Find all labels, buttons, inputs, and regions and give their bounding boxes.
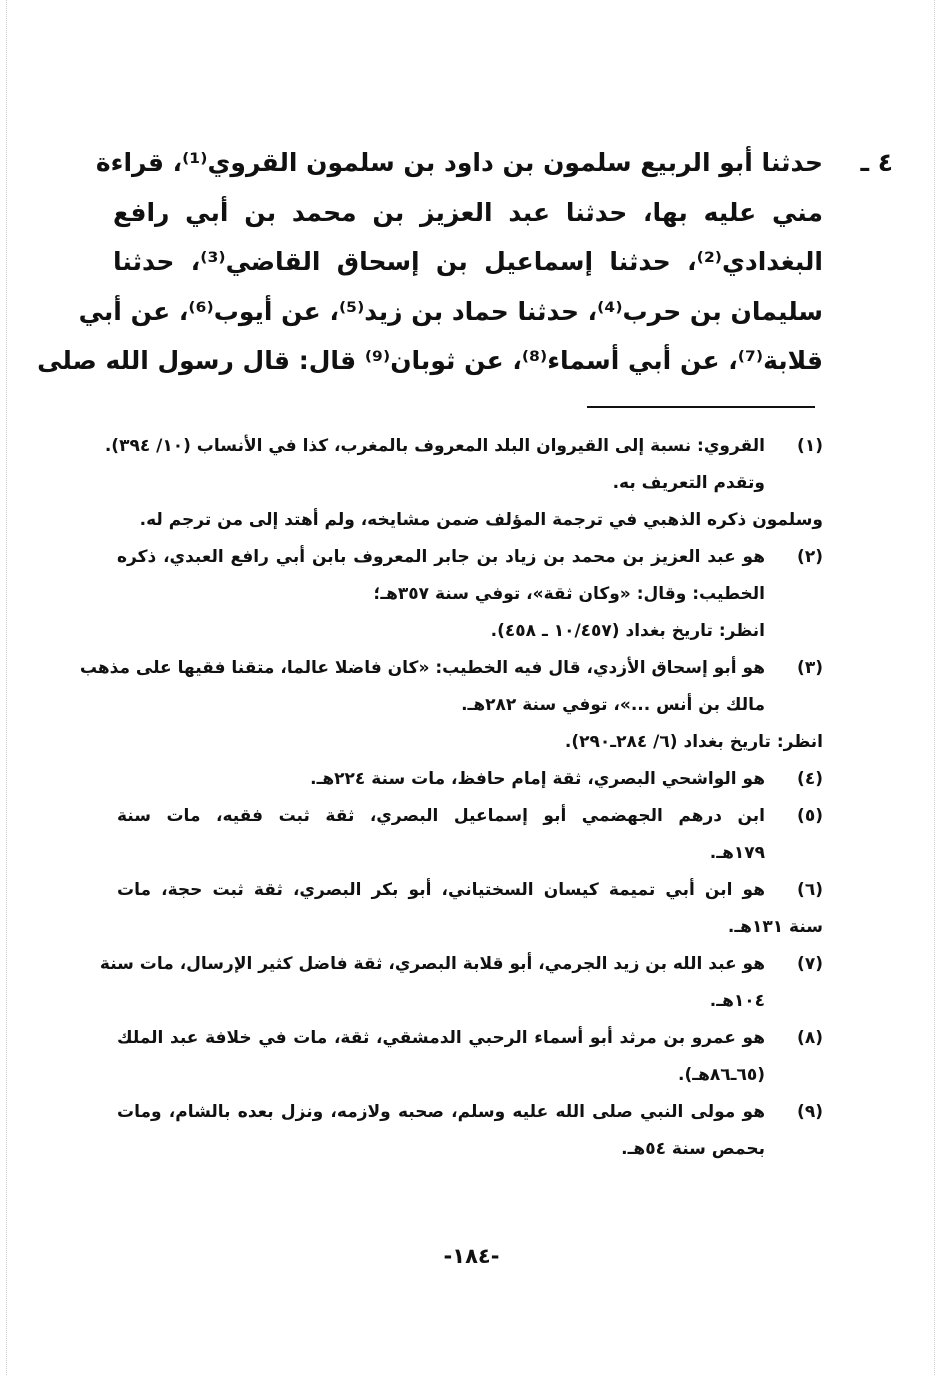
footnote-3 [79,650,823,761]
scan-edge-left [6,0,7,1375]
footnote-number: (٧) [797,954,823,974]
footnote-line: انظر: تاريخ بغداد (٦/ ٢٨٤ـ٢٩٠). [564,732,823,752]
footnote-line: (٢)هو عبد العزيز بن محمد بن زياد بن جابر المعروف بابن أبي رافع العبدي، ذكره [117,539,823,576]
hadith-line: سليمان بن حرب⁽⁴⁾، حدثنا حماد بن زيد⁽⁵⁾، عن أيوب⁽⁶⁾، عن أبي [78,296,823,326]
footnote-1 [104,428,823,539]
footnote-8 [117,1020,823,1094]
footnote-9 [117,1094,823,1168]
footnote-line: (٣)هو أبو إسحاق الأزدي، قال فيه الخطيب: «كان فاضلا عالما، متقنا فقيها على مذهب [117,650,823,687]
hadith-text [37,138,893,386]
hadith-number: ٤ ـ [860,148,893,177]
footnote-line: سنة ١٣١هـ. [727,917,823,937]
footnote-line: (٩)هو مولى النبي صلى الله عليه وسلم، صحبه ولازمه، ونزل بعده بالشام، ومات [117,1094,823,1131]
footnote-separator [587,406,815,408]
footnote-number: (٤) [797,769,823,789]
footnote-line: وتقدم التعريف به. [612,473,765,493]
footnote-line: ١٠٤هـ. [709,991,765,1011]
footnote-line: بحمص سنة ٥٤هـ. [621,1139,765,1159]
footnote-line: وسلمون ذكره الذهبي في ترجمة المؤلف ضمن مشايخه، ولم أهتد إلى من ترجم له. [139,510,823,530]
footnote-line: (٦)هو ابن أبي تميمة كيسان السختياني، أبو بكر البصري، ثقة ثبت حجة، مات [117,872,823,909]
footnote-4 [117,761,823,798]
page-number: -١٨٤- [443,1244,500,1268]
footnotes [79,428,823,1168]
footnote-line: الخطيب: وقال: «وكان ثقة»، توفي سنة ٣٥٧هـ؛ [373,584,765,604]
hadith-line: مني عليه بها، حدثنا عبد العزيز بن محمد بن أبي رافع [113,197,823,227]
footnote-number: (١) [797,436,823,456]
hadith-line: البغدادي⁽²⁾، حدثنا إسماعيل بن إسحاق القاضي⁽³⁾، حدثنا [113,247,823,276]
footnote-number: (٨) [797,1028,823,1048]
footnote-number: (٣) [797,658,823,678]
footnote-line: (٥)ابن درهم الجهضمي أبو إسماعيل البصري، ثقة ثبت فقيه، مات سنة [117,798,823,835]
hadith-line: حدثنا أبو الربيع سلمون بن داود بن سلمون القروي⁽¹⁾، قراءة [95,148,823,177]
footnote-number: (٦) [797,880,823,900]
footnote-6 [117,872,823,946]
footnote-line: (٧)هو عبد الله بن زيد الجرمي، أبو قلابة البصري، ثقة فاضل كثير الإرسال، مات سنة [117,946,823,983]
footnote-number: (٥) [797,806,823,826]
footnote-line: مالك بن أنس ...»، توفي سنة ٢٨٢هـ. [461,695,765,715]
hadith-block [37,138,893,386]
footnote-line: (٤)هو الواشحي البصري، ثقة إمام حافظ، مات سنة ٢٢٤هـ. [117,761,823,798]
hadith-line: قلابة⁽⁷⁾، عن أبي أسماء⁽⁸⁾، عن ثوبان⁽⁹⁾ قال: قال رسول الله صلى [37,346,823,375]
footnote-line: (٨)هو عمرو بن مرثد أبو أسماء الرحبي الدمشقي، ثقة، مات في خلافة عبد الملك [117,1020,823,1057]
footnote-2 [117,539,823,650]
footnote-7 [99,946,823,1020]
footnote-number: (٩) [797,1102,823,1122]
footnote-line: (١)القروي: نسبة إلى القيروان البلد المعروف بالمغرب، كذا في الأنساب (١٠/ ٣٩٤). [117,428,823,465]
footnote-number: (٢) [797,547,823,567]
footnote-line: (٦٥ـ٨٦هـ). [678,1065,765,1085]
footnote-line: ١٧٩هـ. [709,843,765,863]
footnote-5 [117,798,823,872]
footnote-line: انظر: تاريخ بغداد (١٠/٤٥٧ ـ ٤٥٨). [490,621,765,641]
scan-edge-right [934,0,935,1375]
